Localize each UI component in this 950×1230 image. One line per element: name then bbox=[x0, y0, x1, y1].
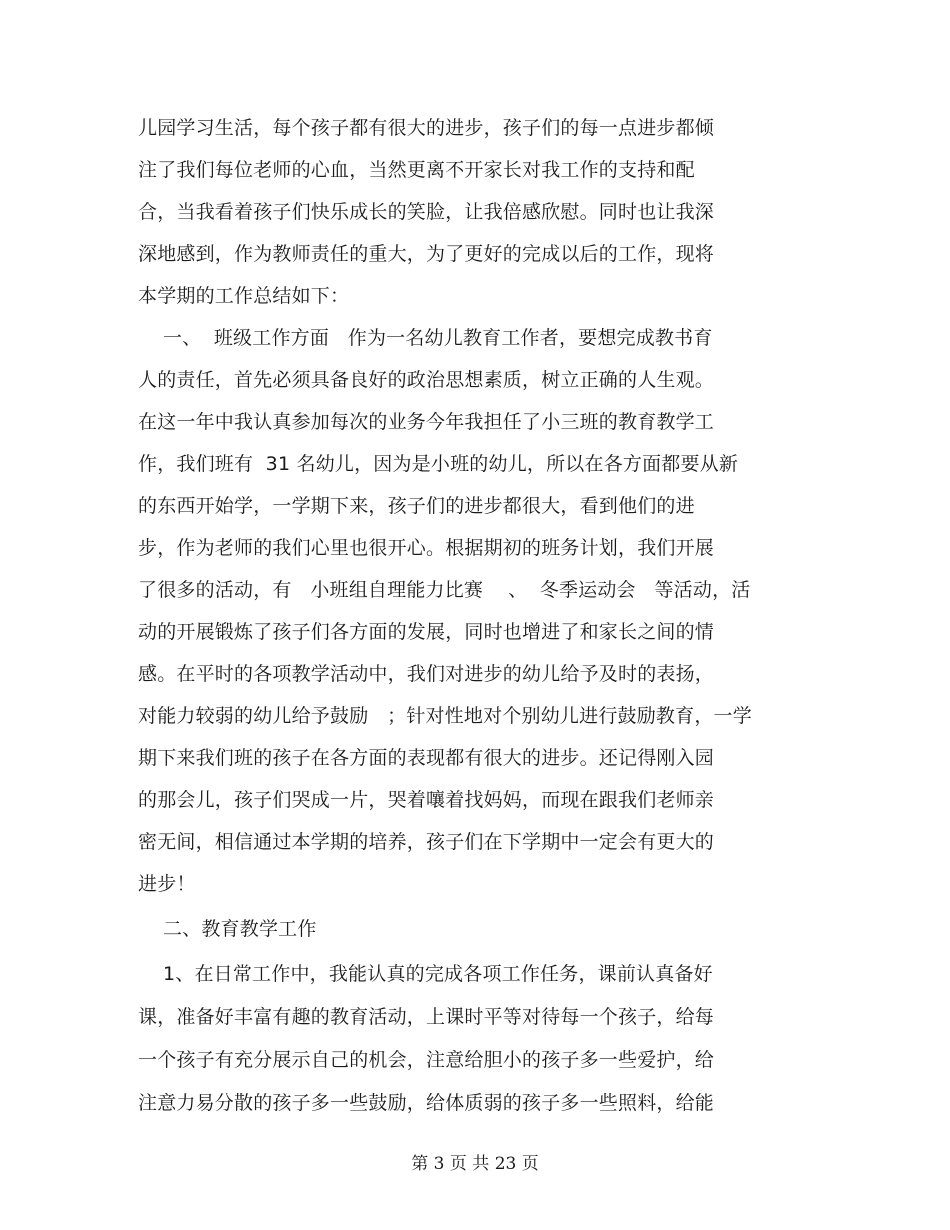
body-text-line: 本学期的工作总结如下： bbox=[138, 285, 350, 307]
body-text-line: 1、在日常工作中，我能认真的完成各项工作任务，课前认真备好 bbox=[138, 963, 713, 985]
body-text-line: 作，我们班有 31 名幼儿，因为是小班的幼儿，所以在各方面都要从新 bbox=[138, 453, 739, 475]
body-text-line: 感。在平时的各项教学活动中，我们对进步的幼儿给予及时的表扬， bbox=[138, 663, 715, 685]
body-text-line: 注意力易分散的孩子多一些鼓励，给体质弱的孩子多一些照料，给能 bbox=[138, 1092, 715, 1114]
section-heading-line: 二、教育教学工作 bbox=[138, 918, 317, 940]
body-text-line: 对能力较弱的幼儿给予鼓励 ；针对性地对个别幼儿进行鼓励教育，一学 bbox=[138, 705, 752, 727]
body-text-line: 人的责任，首先必须具备良好的政治思想素质，树立正确的人生观。 bbox=[138, 369, 715, 391]
body-text-line: 的那会儿，孩子们哭成一片，哭着嚷着找妈妈，而现在跟我们老师亲 bbox=[138, 789, 715, 811]
body-text-line: 儿园学习生活，每个孩子都有很大的进步，孩子们的每一点进步都倾 bbox=[138, 117, 715, 139]
body-text-line: 一个孩子有充分展示自己的机会，注意给胆小的孩子多一些爱护，给 bbox=[138, 1049, 715, 1071]
body-text-line: 了很多的活动，有 小班组自理能力比赛 、 冬季运动会 等活动，活 bbox=[138, 579, 751, 601]
body-text-line: 注了我们每位老师的心血，当然更离不开家长对我工作的支持和配 bbox=[138, 159, 695, 181]
body-text-line: 密无间，相信通过本学期的培养，孩子们在下学期中一定会有更大的 bbox=[138, 831, 715, 853]
body-text-line: 合，当我看着孩子们快乐成长的笑脸，让我倍感欣慰。同时也让我深 bbox=[138, 201, 715, 223]
body-text-line: 步，作为老师的我们心里也很开心。根据期初的班务计划，我们开展 bbox=[138, 537, 715, 559]
body-text-line: 期下来我们班的孩子在各方面的表现都有很大的进步。还记得刚入园 bbox=[138, 747, 715, 769]
body-text-line: 的东西开始学，一学期下来，孩子们的进步都很大，看到他们的进 bbox=[138, 495, 695, 517]
body-text-line: 动的开展锻炼了孩子们各方面的发展，同时也增进了和家长之间的情 bbox=[138, 621, 715, 643]
body-text-line: 深地感到，作为教师责任的重大，为了更好的完成以后的工作，现将 bbox=[138, 243, 715, 265]
page-number-footer: 第 3 页 共 23 页 bbox=[411, 1154, 539, 1174]
body-text-line: 在这一年中我认真参加每次的业务今年我担任了小三班的教育教学工 bbox=[138, 411, 715, 433]
body-text-line: 进步！ bbox=[138, 873, 196, 895]
body-text-line: 课，准备好丰富有趣的教育活动，上课时平等对待每一个孩子，给每 bbox=[138, 1006, 715, 1028]
section-heading-line: 一、 班级工作方面 作为一名幼儿教育工作者，要想完成教书育 bbox=[138, 327, 713, 349]
